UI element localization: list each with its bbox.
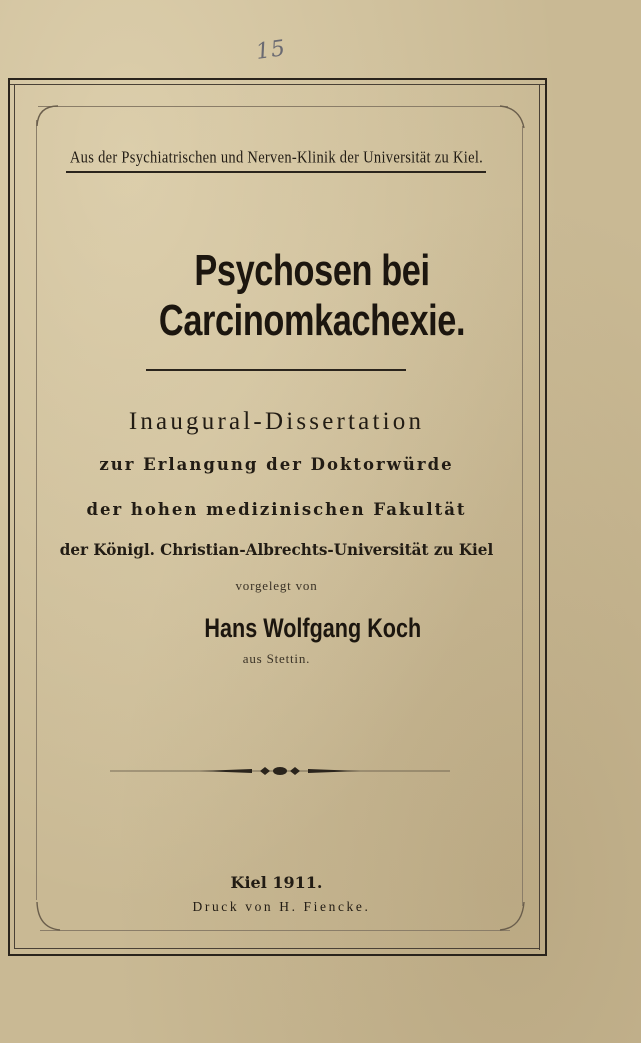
university-line: der Königl. Christian-Albrechts-Universität zu Kiel [59,540,494,559]
faculty-line: der hohen medizinischen Fakultät [86,500,467,519]
author-name: Hans Wolfgang Koch [204,613,422,643]
header-underline [66,171,486,173]
title-separator-rule [146,369,406,371]
dissertation-type: Inaugural-Dissertation [128,408,425,435]
frame-corner-top-right [496,98,530,132]
submitted-by-label: vorgelegt von [235,578,318,593]
dissertation-title: Psychosen bei Carcinomkachexie. [158,246,466,345]
place-and-year: Kiel 1911. [230,873,323,892]
handwritten-page-number: 15 [254,36,288,65]
degree-purpose-line: zur Erlangung der Doktorwürde [99,455,454,474]
clinic-header: Aus der Psychiatrischen und Nerven-Klinik der Universität zu Kiel. [69,148,484,168]
frame-corner-top-left [30,98,60,128]
printer-imprint: Druck von H. Fiencke. [192,899,371,914]
ornamental-rule [110,763,450,779]
author-origin: aus Stettin. [242,651,311,666]
